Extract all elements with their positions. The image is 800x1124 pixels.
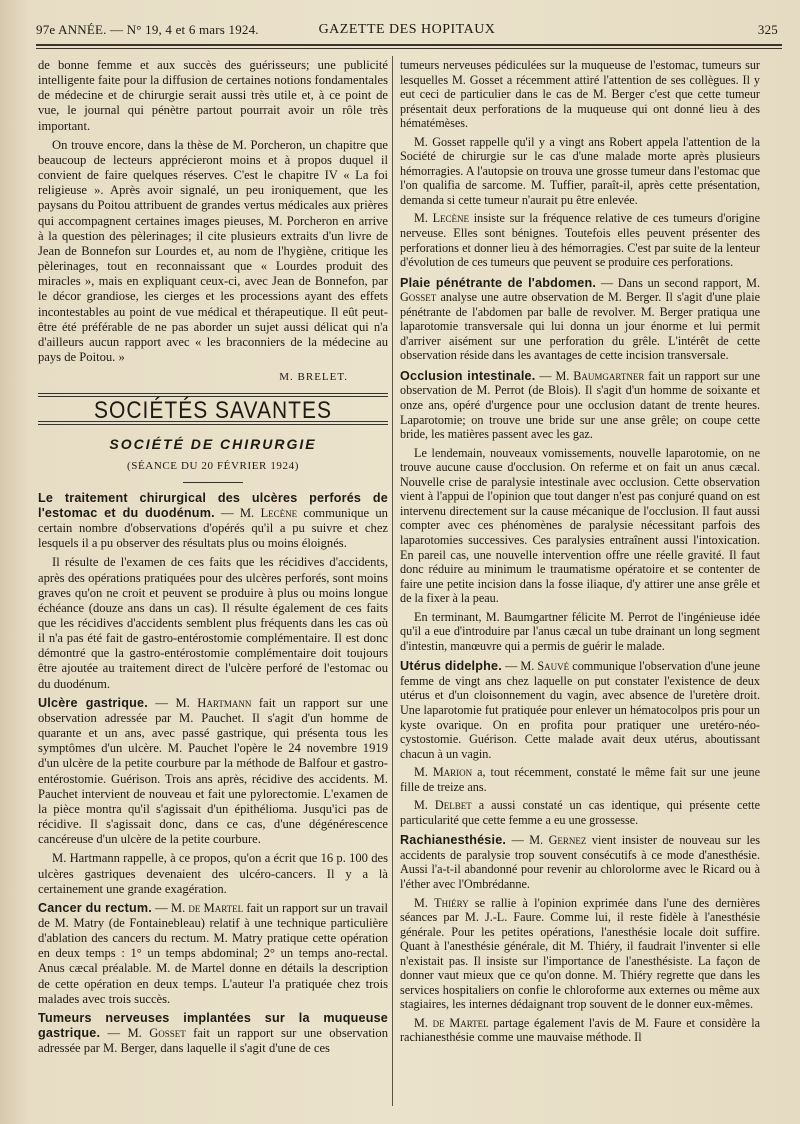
paragraph: M. Gosset rappelle qu'il y a vingt ans Robert appela l'attention de la Société de chirurgie sur le cas d'une malade morte après plusieurs hémorragies. A l'autopsie on trouva une grosse tumeur dans l'estomac que l'on qualifia de sarcome. M. Tuffier, paraît-il, après cette présentation, demanda si cette tumeur n'aurait pu être enlevée. xyxy=(400,134,760,207)
author-name: Delbet xyxy=(434,798,472,813)
article: Le traitement chirurgical des ulcères perforés de l'estomac et du duodénum. — M. Lecène communique un certain nombre d'observations d'opérés qu'il a pu suivre et chez lesquels il a pu observer des résultats plus ou moins éloignés. xyxy=(38,490,388,551)
paragraph: M. Hartmann rappelle, à ce propos, qu'on a écrit que 16 p. 100 des ulcères gastriques devenaient des ulcéro-cancers. Il y a là certainement une grande exagération. xyxy=(38,851,388,896)
section-title: SOCIÉTÉS SAVANTES xyxy=(94,397,332,425)
article-heading: Rachianesthésie. xyxy=(400,833,507,848)
paragraph: Le lendemain, nouveaux vomissements, nouvelle laparotomie, on ne trouve aucune cause d'occlusion. On referme et on fait un anus cæcal. Nouvelle crise de paralysie intestinale avec occlusion. Cette observation vient à l'appui de l'opinion que tout danger n'est pas conjuré quand on est intervenu directement sur la cause mécanique de l'occlusion. Il faut aussi compter avec ces phénomènes de paralysie nécessitant parfois des laparotomies successives. Ces paralysies entraînent aussi l'intoxication. En pareil cas, une nouvelle intervention offre une réelle gravité. Il faut donc réduire au minimum le traumatisme opératoire et se contenter de faire une petite incision dans la fosse iliaque, d'y attirer une anse grêle et de la fixer à la peau. xyxy=(400,445,760,606)
author-name: Lecène xyxy=(432,211,470,226)
article-heading: Tumeurs nerveuses implantées sur la muqueuse gastrique. xyxy=(38,1010,388,1041)
article: Rachianesthésie. — M. Gernez vient insister de nouveau sur les accidents de paralysie trop souvent consécutifs à ce mode d'anesthésie. Aussi l'a-t-il abandonné pour revenir au chlorolorme avec le Ricard ou à l'éther avec l'Ombrédanne. xyxy=(400,833,760,891)
author-name: Thiéry xyxy=(434,895,469,910)
article-heading: Utérus didelphe. xyxy=(400,659,502,674)
society-title: SOCIÉTÉ DE CHIRURGIE xyxy=(109,436,317,453)
article: Cancer du rectum. — M. de Martel fait un rapport sur un travail de M. Matry (de Fontainebleau) relatif à une technique particulière d'ablation des cancers du rectum. M. Matry pratique cette opération en deux temps : 1° un temps abdominal; 2° un temps ano-rectal. Anus cæcal préalable. M. de Martel donne en détails la description de cette opération en deux temps. L'auteur l'a pratiquée chez trois malades avec trois succès. xyxy=(38,900,388,1006)
session-date: (SÉANCE DU 20 FÉVRIER 1924) xyxy=(126,459,300,472)
article-heading: Occlusion intestinale. xyxy=(400,368,536,383)
paragraph: de bonne femme et aux succès des guérisseurs; une publicité intelligente faite pour la diffusion de certaines notions fondamentales de médecine et de chirurgie serait aussi très utile et, à ce point de vue, le journal qui pénètre partout pourrait avoir un rôle très important. xyxy=(38,58,388,133)
paragraph: tumeurs nerveuses pédiculées sur la muqueuse de l'estomac, tumeurs sur lesquelles M. Gosset a récemment attiré l'attention de ses collègues. Il y eut ceci de particulier dans le cas de M. Berger c'est que cette tumeur présentait deux perforations de la muqueuse qui ont donné lieu à des hématémèses. xyxy=(400,58,760,131)
short-divider xyxy=(183,482,243,483)
article: Occlusion intestinale. — M. Baumgartner fait un rapport sur une observation de M. Perrot (de Blois). Il s'agit d'un homme de soixante et onze ans, opéré d'urgence pour une occlusion datant de trente heures. Laparotomie; on trouve une bride sur une anse grêle; on coupe cette bride, les matières passent avec les gaz. xyxy=(400,368,760,442)
article-heading: Le traitement chirurgical des ulcères perforés de l'estomac et du duodénum. xyxy=(38,490,388,520)
article: Ulcère gastrique. — M. Hartmann fait un rapport sur une observation adressée par M. Pauchet. Il s'agit d'un homme de quarante et un ans, avec passé gastrique, qui présenta tous les symptômes d'un ulcère. M. Pauchet l'opère le 24 novembre 1919 d'un ulcère de la petite courbure par la méthode de Balfour et gastro-entérostomie. Guérison. Trois ans après, récidive des accidents. M. Pauchet intervient de nouveau et fait une pylorectomie. L'examen de la pièce montra qu'il s'agissait d'un épithélioma. Jusqu'ici pas de récidive. Il s'agissait donc, dans ce cas, d'une dégénérescence cancéreuse d'un ulcère de la petite courbure. xyxy=(38,695,389,847)
left-column xyxy=(38,58,388,1060)
column-separator xyxy=(392,56,393,1106)
article-heading: Cancer du rectum. xyxy=(38,900,152,915)
paragraph: M. Lecène insiste sur la fréquence relative de ces tumeurs d'origine nerveuse. Elles sont bénignes. Toutefois elles peuvent présenter des perforations et donner lieu à des hémorragies. C'est par suite de la lenteur d'évolution de ces tumeurs que peuvent se produire ces perforations. xyxy=(400,211,760,270)
article-heading: Ulcère gastrique. xyxy=(38,695,148,710)
paragraph: M. Marion a, tout récemment, constaté le même fait sur une jeune fille de treize ans. xyxy=(400,765,760,794)
journal-title: GAZETTE DES HOPITAUX xyxy=(318,22,496,37)
author-name: Sauvé xyxy=(537,659,570,674)
paragraph: M. Delbet a aussi constaté un cas identique, qui présente cette particularité que cette femme a eu une grossesse. xyxy=(400,798,760,827)
article-heading: Plaie pénétrante de l'abdomen. xyxy=(400,275,597,290)
header-rule xyxy=(36,44,782,46)
signature-line xyxy=(38,369,348,385)
right-column xyxy=(400,58,760,1049)
paragraph: En terminant, M. Baumgartner félicite M. Perrot de l'ingénieuse idée qu'il a eue d'introduire par l'anus cæcal un tube drainant un long segment d'intestin, manœuvre qui a permis de guérir le malade. xyxy=(400,609,760,653)
page-number: 325 xyxy=(757,22,778,37)
page-header xyxy=(36,22,778,44)
author-name: Gosset xyxy=(400,290,437,305)
author-name: Lecène xyxy=(260,505,298,520)
author-name: de Martel xyxy=(188,900,244,915)
paragraph: Il résulte de l'examen de ces faits que les récidives d'accidents, après des opérations pratiquées pour des ulcères perforés, sont moins graves qu'on ne croit et peuvent se produire à plus ou moins longue échéance (douze ans dans un cas). Il résulte également de ces faits que les récidives d'accidents semblent plus fréquents dans les cas où il n'a pas été fait de gastro-entérostomie complémentaire. Il est donc démontré que la gastro-entérostomie complémentaire doit toujours être ajoutée au traitement direct de l'ulcère perforé de l'estomac ou du duodénum. xyxy=(38,555,388,691)
paragraph: M. de Martel partage également l'avis de M. Faure et considère la rachianesthésie comme une mauvaise méthode. Il xyxy=(400,1015,760,1045)
author-name: Gosset xyxy=(149,1026,186,1041)
signature: M. BRELET. xyxy=(279,371,348,384)
issue-info: 97e ANNÉE. — N° 19, 4 et 6 mars 1924. xyxy=(36,22,259,37)
author-name: Marion xyxy=(432,765,473,780)
paragraph: M. Thiéry se rallie à l'opinion exprimée dans l'une des dernières séances par M. J.-L. Faure. Comme lui, il reste fidèle à l'anesthésie générale. Pour les petites opérations, l'anesthésie locale doit suffire. Quant à l'anesthésie générale, dit M. Thiéry, il faudrait l'inventer si elle n'existait pas. Il insiste sur l'importance de l'anesthésiste. La façon de donner vaut mieux que ce qu'on donne. M. Thiéry regrette que dans les services hospitaliers on confie le chloroforme aux externes ou même aux stagiaires, les internes dédaignant trop souvent de le donner eux-mêmes. xyxy=(400,895,761,1012)
section-header xyxy=(38,393,388,425)
author-name: Baumgartner xyxy=(573,368,645,383)
header-rule-thin xyxy=(36,48,782,49)
author-name: Gernez xyxy=(548,833,587,848)
author-name: de Martel xyxy=(432,1015,489,1030)
author-name: Hartmann xyxy=(197,695,252,710)
article: Tumeurs nerveuses implantées sur la muqueuse gastrique. — M. Gosset fait un rapport sur une observation adressée par M. Berger, dans laquelle il s'agit d'une de ces xyxy=(38,1010,388,1056)
article: Plaie pénétrante de l'abdomen. — Dans un second rapport, M. Gosset analyse une autre observation de M. Berger. Il s'agit d'une plaie pénétrante de l'abdomen par balle de revolver. M. Berger pratiqua une laparotomie transversale qui lui donna un jour énorme et lui permit d'arriver aisément sur une perforation du grêle. L'intérêt de cette observation réside dans les avantages de cette incision transversale. xyxy=(400,275,760,363)
paragraph: On trouve encore, dans la thèse de M. Porcheron, un chapitre que beaucoup de lecteurs apprécieront moins et à propos duquel il convient de faire quelques réserves. C'est le chapitre IV « La foi religieuse ». Après avoir signalé, un peu ironiquement, que les paysans du Poitou attribuent de grandes vertus médicales aux prières qui accompagnent certaines images pieuses, M. Porcheron en arrive à la question des pèlerinages; il cite plusieurs extraits d'un livre de Jean de Bonnefon sur Lourdes et, au nom de l'hygiène, critique les pèlerinages, tout en reconnaissant que « Lourdes produit des miracles », mais en expliquant ceux-ci, avec Jean de Bonnefon, par le décor grandiose, les cierges et les processions ayant des effets incontestables au point de vue médical et thérapeutique. Il eût peut-être été préférable de ne pas aborder un sujet aussi délicat qui n'a d'ailleurs aucun rapport avec « les braconniers de la médecine au pays de Poitou. » xyxy=(38,137,388,364)
article: Utérus didelphe. — M. Sauvé communique l'observation d'une jeune femme de vingt ans chez laquelle on put constater l'existence de deux utérus et d'un cloisonnement du vagin, avec absence de l'uretère droit. Une laparotomie fut pratiquée pour enlever un hématocolpos pris pour un kyste ovarique. On en profita pour pratiquer une uretéro-néo-cystostomie. Guérison. Cette malade avait deux utérus, aboutissant chacun à un vagin. xyxy=(400,659,761,761)
